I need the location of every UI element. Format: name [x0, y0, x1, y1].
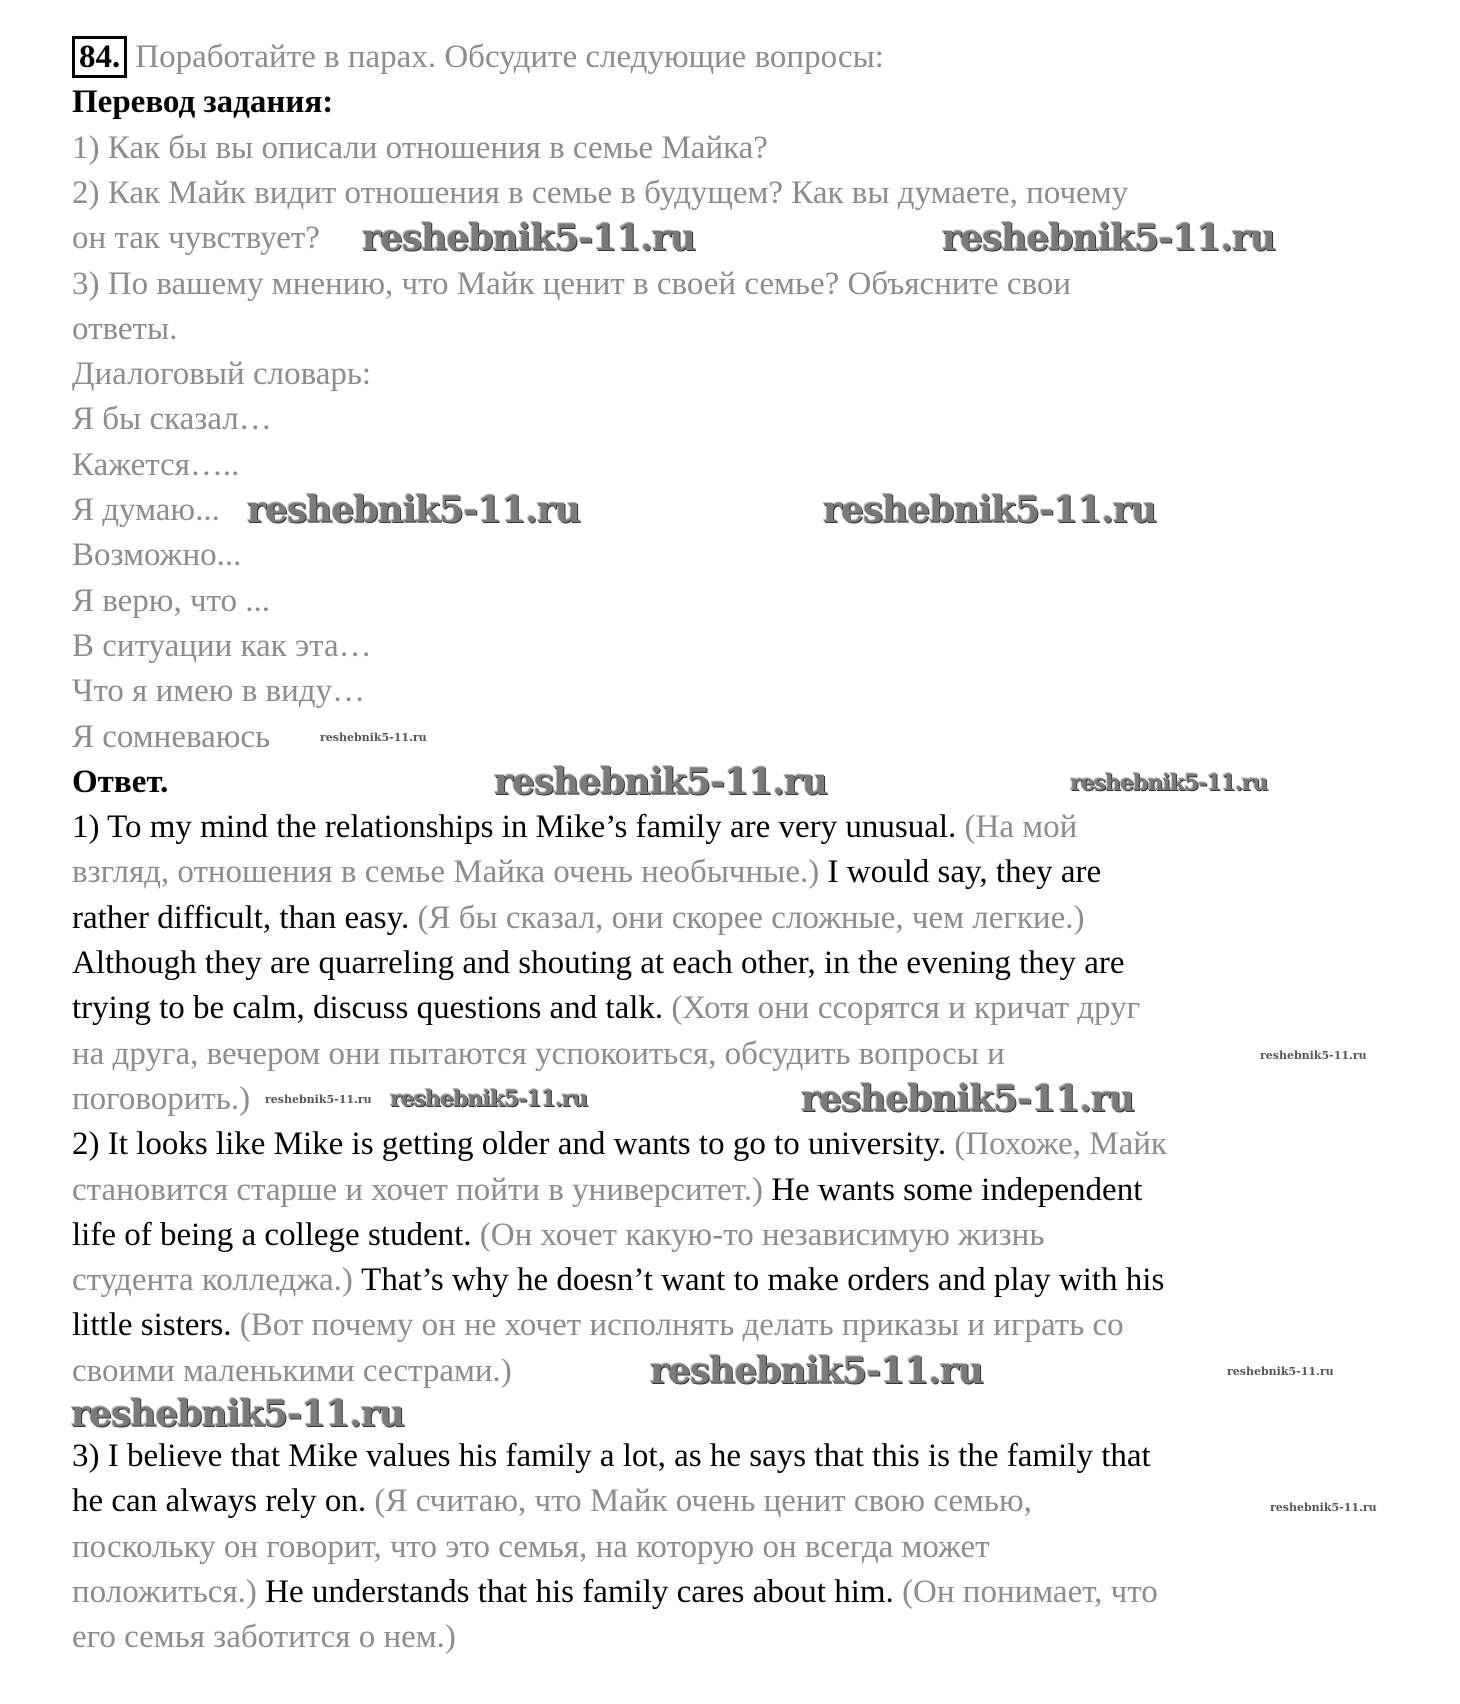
text-line [72, 1077, 250, 1122]
russian-text: (Похоже, Майк [954, 1126, 1167, 1163]
russian-text: (Он хочет какую-то независимую жизнь [479, 1216, 1045, 1253]
text-line [72, 1168, 1142, 1213]
watermark: reshebnik5-11.ru [823, 489, 1156, 531]
text-line [72, 171, 1128, 216]
text-line [72, 1525, 990, 1570]
russian-text: В ситуации как эта… [72, 627, 372, 664]
russian-text: Возможно... [72, 537, 242, 574]
text-line [72, 126, 768, 171]
watermark: reshebnik5-11.ru [390, 1086, 588, 1112]
text-line [72, 488, 220, 533]
text-line [72, 1258, 1164, 1303]
russian-text: 2) Как Майк видит отношения в семье в будущем? Как вы думаете, почему [72, 174, 1129, 211]
russian-text: 3) По вашему мнению, что Майк ценит в своей семье? Объясните свои [72, 265, 1071, 302]
text-line [72, 850, 1101, 895]
russian-text: Я думаю... [72, 492, 220, 528]
watermark: reshebnik5-11.ru [362, 217, 695, 259]
watermark: reshebnik5-11.ru [801, 1078, 1134, 1120]
text-line [72, 1615, 456, 1660]
text-line [72, 1434, 1151, 1479]
russian-text: ответы. [72, 310, 178, 347]
text-line [72, 669, 365, 714]
text-line [72, 1303, 1124, 1348]
text-line [72, 1570, 1158, 1615]
text-line [72, 715, 270, 760]
watermark: reshebnik5-11.ru [1260, 1049, 1367, 1062]
russian-text: (На мой [964, 809, 1078, 846]
text-line [72, 805, 1077, 850]
text-line [72, 1032, 1005, 1077]
english-text: That’s why he doesn’t want to make orders and play with his [361, 1262, 1165, 1299]
russian-text: Я верю, что ... [72, 582, 271, 619]
text-line [72, 1122, 1167, 1167]
english-text: He understands that his family cares about him. [265, 1573, 894, 1610]
russian-text: становится старше и хочет пойти в университет.) [72, 1171, 772, 1208]
text-line [72, 262, 1071, 307]
english-text: trying to be calm, discuss questions and talk. [72, 990, 672, 1027]
russian-text: поговорить.) [72, 1080, 251, 1117]
text-line [72, 397, 272, 442]
heading-text: Ответ. [72, 763, 169, 800]
russian-text: Поработайте в парах. Обсудите следующие вопросы: [135, 39, 884, 75]
text-line [72, 1213, 1044, 1258]
text-line [72, 1349, 512, 1394]
watermark: reshebnik5-11.ru [494, 761, 827, 803]
watermark: reshebnik5-11.ru [1227, 1365, 1334, 1378]
watermark: reshebnik5-11.ru [71, 1393, 404, 1435]
russian-text: Я бы сказал… [72, 401, 272, 438]
text-line [72, 35, 884, 80]
english-text: He wants some independent [771, 1171, 1143, 1208]
text-line [72, 533, 241, 578]
russian-text: поскольку он говорит, что это семья, на которую он всегда может [72, 1528, 990, 1565]
english-text: little sisters. [72, 1307, 240, 1344]
translation-heading [72, 80, 333, 125]
russian-text: на друга, вечером они пытаются успокоиться, обсудить вопросы и [72, 1035, 1005, 1072]
russian-text: (Я считаю, что Майк очень ценит свою семью, [374, 1483, 1032, 1520]
watermark: reshebnik5-11.ru [650, 1350, 983, 1392]
russian-text: (Вот почему он не хочет исполнять делать приказы и играть со [239, 1307, 1124, 1344]
english-text: Although they are quarreling and shouting at each other, in the evening they are [72, 945, 1125, 981]
russian-text: (Хотя они ссорятся и кричат друг [671, 990, 1141, 1027]
english-text: rather difficult, than easy. [72, 899, 418, 936]
text-line [72, 1479, 1032, 1524]
heading-text: Перевод задания: [72, 84, 334, 121]
text-line [72, 624, 372, 669]
russian-text: 1) Как бы вы описали отношения в семье Майка? [72, 129, 768, 166]
text-line [72, 941, 1125, 986]
russian-text: (Я бы сказал, они скорее сложные, чем легкие.) [417, 899, 1085, 936]
watermark: reshebnik5-11.ru [320, 731, 427, 744]
watermark: reshebnik5-11.ru [247, 489, 580, 531]
russian-text: Я сомневаюсь [72, 718, 271, 755]
english-text: 3) I believe that Mike values his family a lot, as he says that this is the family that [72, 1438, 1151, 1474]
english-text: he can always rely on. [72, 1483, 375, 1520]
watermark: reshebnik5-11.ru [1270, 1501, 1377, 1514]
watermark: reshebnik5-11.ru [942, 217, 1275, 259]
text-line [72, 216, 320, 261]
text-line [72, 307, 177, 352]
russian-text: своими маленькими сестрами.) [72, 1352, 512, 1389]
text-line [72, 896, 1084, 941]
task-number-box: 84. [72, 36, 127, 78]
russian-text: (Он понимает, что [893, 1573, 1158, 1610]
text-line [72, 579, 270, 624]
russian-text: Кажется….. [72, 446, 240, 483]
russian-text: его семья заботится о нем.) [72, 1619, 456, 1656]
text-line [72, 443, 239, 488]
english-text: life of being a college student. [72, 1216, 480, 1253]
russian-text: он так чувствует? [72, 220, 320, 257]
english-text: 2) It looks like Mike is getting older and wants to go to university. [72, 1126, 955, 1163]
english-text: 1) To my mind the relationships in Mike’s family are very unusual. [72, 809, 965, 846]
russian-text: Что я имею в виду… [72, 673, 366, 710]
watermark: reshebnik5-11.ru [1070, 770, 1268, 796]
answer-heading [72, 760, 168, 805]
russian-text: Диалоговый словарь: [72, 356, 372, 393]
russian-text: взгляд, отношения в семье Майка очень необычные.) [72, 854, 828, 891]
text-line [72, 352, 371, 397]
watermark: reshebnik5-11.ru [265, 1093, 372, 1106]
russian-text: положиться.) [72, 1573, 266, 1610]
russian-text: студента колледжа.) [72, 1262, 362, 1299]
text-line [72, 986, 1140, 1031]
english-text: I would say, they are [827, 854, 1102, 891]
